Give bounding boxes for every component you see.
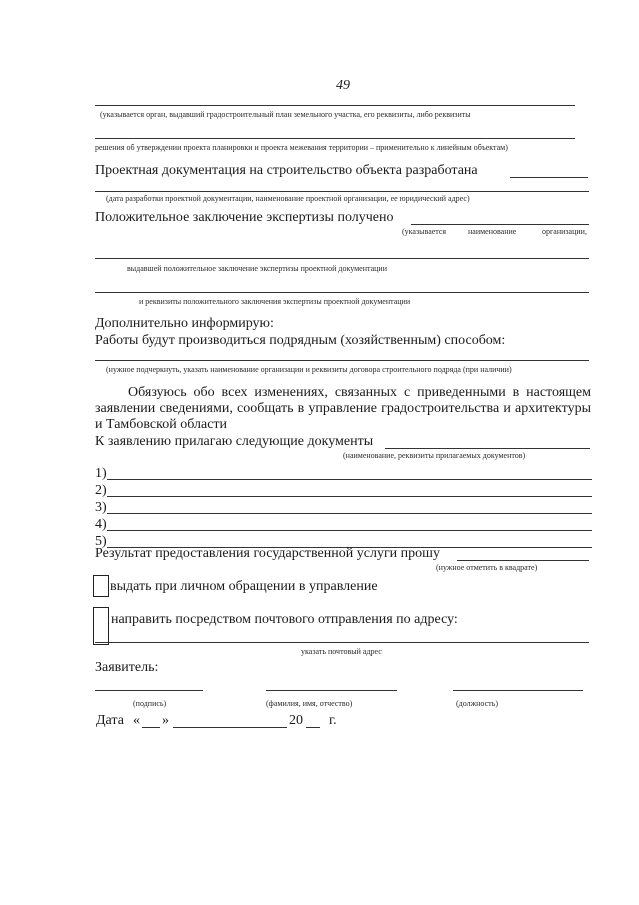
project-docs-note: (дата разработки проектной документации, наименование проектной организации, ее юридический адрес) (106, 194, 470, 203)
attachment-line-3[interactable] (107, 513, 592, 514)
obligation-paragraph: Обязуюсь обо всех изменениях, связанных с приведенными в настоящем заявлении сведениями, сообщать в управление градостроительства и архитектуры и Тамбовской области (95, 385, 591, 432)
issuer-line-1[interactable] (95, 105, 575, 106)
fio-line[interactable] (266, 690, 397, 691)
additional-text: Дополнительно информирую: (95, 316, 274, 331)
position-caption: (должность) (456, 699, 498, 708)
expertise-text: Положительное заключение экспертизы получено (95, 210, 394, 225)
expertise-line-2[interactable] (95, 258, 589, 259)
attachment-line-1[interactable] (107, 479, 592, 480)
result-text: Результат предоставления государственной услуги прошу (95, 546, 440, 561)
works-text: Работы будут производиться подрядным (хозяйственным) способом: (95, 333, 506, 348)
expertise-note-word-1: (указывается (402, 227, 447, 236)
attachment-item-1: 1) (95, 466, 107, 481)
attachment-item-4: 4) (95, 517, 107, 532)
applicant-label: Заявитель: (95, 660, 159, 675)
signature-line[interactable] (95, 690, 203, 691)
expertise-line-3[interactable] (95, 292, 589, 293)
result-inline-line[interactable] (457, 560, 589, 561)
issuer-line-2[interactable] (95, 138, 575, 139)
result-note: (нужное отметить в квадрате) (436, 563, 538, 572)
expertise-note-2: выдавшей положительное заключение экспертизы проектной документации (127, 264, 387, 273)
attachment-item-2: 2) (95, 483, 107, 498)
issuer-note-1: (указывается орган, выдавший градостроительный план земельного участка, его реквизиты, либо реквизиты (100, 110, 471, 119)
issuer-note-2: решения об утверждении проекта планировки и проекта межевания территории – применительно к линейным объектам) (95, 143, 508, 152)
option-post-label: направить посредством почтового отправления по адресу: (111, 612, 458, 627)
project-docs-inline-line[interactable] (510, 177, 588, 178)
expertise-inline-line[interactable] (411, 224, 589, 225)
option-personal-checkbox[interactable] (93, 575, 109, 597)
works-note: (нужное подчеркнуть, указать наименование организации и реквизиты договора строительного подряда (при наличии) (106, 365, 512, 374)
attachments-note: (наименование, реквизиты прилагаемых документов) (343, 451, 526, 460)
address-note: указать почтовый адрес (301, 647, 382, 656)
expertise-note-3: и реквизиты положительного заключения экспертизы проектной документации (139, 297, 411, 306)
works-line[interactable] (95, 360, 589, 361)
date-open-quote: « (133, 713, 140, 728)
date-label: Дата (96, 713, 124, 728)
expertise-note-word-3: организации, (542, 227, 587, 236)
date-year-suffix: г. (329, 713, 337, 728)
attachment-line-4[interactable] (107, 530, 592, 531)
date-year-line[interactable] (306, 727, 320, 728)
expertise-note-word-2: наименование (468, 227, 517, 236)
address-line[interactable] (95, 642, 589, 643)
attachments-text: К заявлению прилагаю следующие документы (95, 434, 374, 449)
project-docs-line[interactable] (95, 191, 589, 192)
date-close-quote: » (162, 713, 169, 728)
page-number: 49 (336, 78, 350, 93)
option-post-checkbox[interactable] (93, 607, 109, 645)
attachment-line-2[interactable] (107, 496, 592, 497)
attachment-item-3: 3) (95, 500, 107, 515)
attachments-inline-line[interactable] (385, 448, 590, 449)
date-year-prefix: 20 (289, 713, 303, 728)
signature-caption: (подпись) (133, 699, 167, 708)
date-month-line[interactable] (173, 727, 287, 728)
attachment-item-5: 5) (95, 534, 107, 549)
project-docs-text: Проектная документация на строительство объекта разработана (95, 163, 478, 178)
position-line[interactable] (453, 690, 583, 691)
fio-caption: (фамилия, имя, отчество) (266, 699, 353, 708)
date-day-line[interactable] (142, 727, 160, 728)
option-personal-label: выдать при личном обращении в управление (110, 579, 378, 594)
